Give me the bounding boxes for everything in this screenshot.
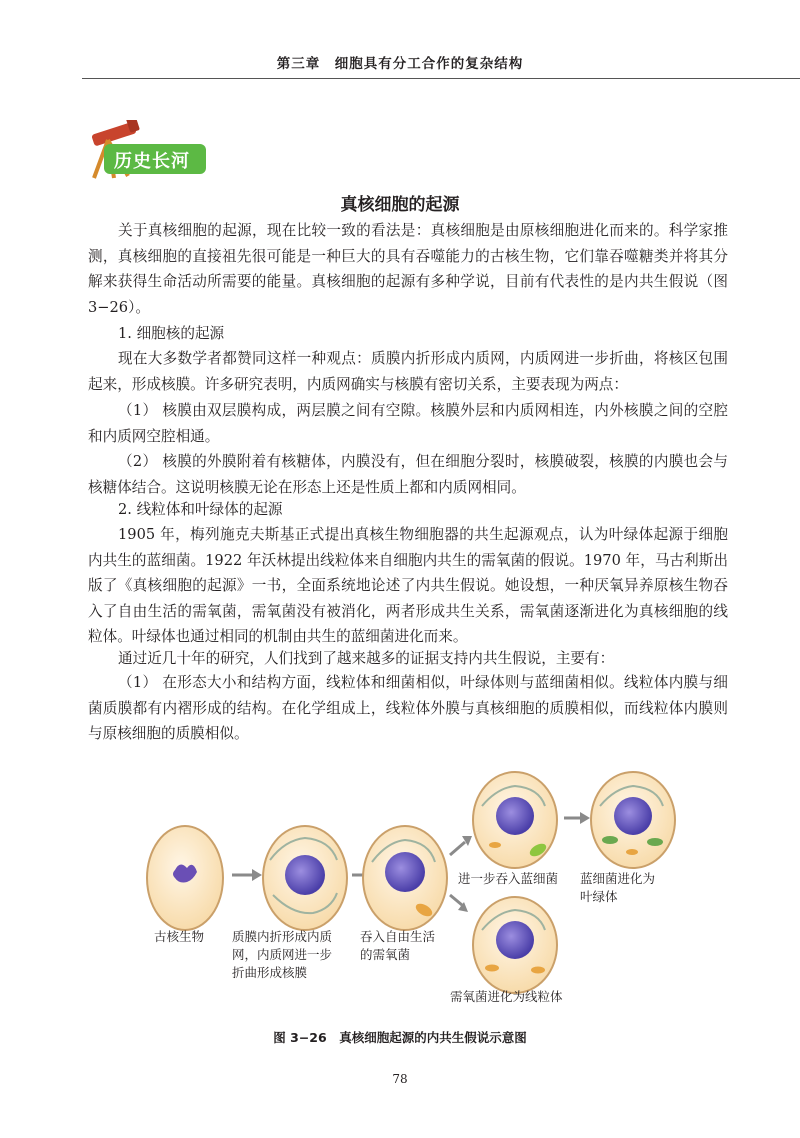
mitochondria-cell: [473, 897, 557, 993]
label-engulf-2: 的需氧菌: [360, 947, 411, 962]
article-title: 真核细胞的起源: [340, 195, 460, 215]
paragraph-point-1: （1） 核膜由双层膜构成，两层膜之间有空隙。核膜外层和内质网相连，内外核膜之间的空腔和内质网空腔相通。: [88, 402, 728, 445]
running-header: 第三章 细胞具有分工合作的复杂结构: [276, 56, 524, 72]
paragraph-evidence-1: （1） 在形态大小和结构方面，线粒体和细菌相似，叶绿体则与蓝细菌相似。线粒体内膜与细菌质膜都有内褶形成的结构。在化学组成上，线粒体外膜与真核细胞的质膜相似，而线粒体内膜则与原核细胞的质膜相似。: [88, 674, 728, 743]
archaea-cell: [147, 826, 223, 930]
paragraph-nucleus: 现在大多数学者都赞同这样一种观点：质膜内折形成内质网，内质网进一步折曲，将核区包围起来，形成核膜。许多研究表明，内质网确实与核膜有密切关系，主要表现为两点：: [88, 350, 728, 393]
endosymbiosis-figure: [140, 770, 700, 1020]
history-badge: [84, 120, 224, 180]
label-cyano-engulf: 进一步吞入蓝细菌: [458, 871, 559, 886]
header-rule: [82, 78, 800, 79]
chloroplast-cell: [591, 772, 675, 868]
label-membrane-1: 质膜内折形成内质: [232, 929, 333, 944]
label-cyano-evolve-1: 蓝细菌进化为: [580, 871, 656, 886]
subheading-organelles: 2. 线粒体和叶绿体的起源: [118, 501, 283, 518]
paragraph-evidence: 通过近几十年的研究，人们找到了越来越多的证据支持内共生假说，主要有：: [118, 650, 615, 667]
label-archaea: 古核生物: [154, 929, 205, 944]
paragraph-point-2: （2） 核膜的外膜附着有核糖体，内膜没有，但在细胞分裂时，核膜破裂，核膜的内膜也会与核糖体结合。这说明核膜无论在形态上还是性质上都和内质网相同。: [88, 453, 728, 496]
label-cyano-evolve-2: 叶绿体: [580, 889, 618, 904]
label-membrane-2: 网，内质网进一步: [232, 947, 333, 962]
engulf-cyano-cell: [473, 772, 557, 868]
infolding-cell: [263, 826, 347, 930]
paragraph-history: 1905 年，梅列施克夫斯基正式提出真核生物细胞器的共生起源观点，认为叶绿体起源于细胞内共生的蓝细菌。1922 年沃林提出线粒体来自细胞内共生的需氧菌的假说。1970 年，马古利斯出版了《真核细胞的起源》一书，全面系统地论述了内共生假说。她设想，一种厌氧异养原核生物吞入了自由生活的需氧菌，需氧菌没有被消化，两者形成共生关系，需氧菌逐渐进化为真核细胞的线粒体。叶绿体也通过相同的机制由共生的蓝细菌进化而来。: [88, 526, 728, 646]
page-number: 78: [392, 1072, 408, 1086]
paragraph-intro: 关于真核细胞的起源，现在比较一致的看法是：真核细胞是由原核细胞进化而来的。科学家推测，真核细胞的直接祖先很可能是一种巨大的具有吞噬能力的古核生物，它们靠吞噬糖类并将其分解来获得生命活动所需要的能量。真核细胞的起源有多种学说，目前有代表性的是内共生假说（图 3−26）。: [88, 222, 728, 316]
badge-label: 历史长河: [114, 151, 190, 172]
label-mito-evolve: 需氧菌进化为线粒体: [450, 989, 563, 1004]
figure-caption: 图 3−26 真核细胞起源的内共生假说示意图: [273, 1030, 527, 1045]
subheading-nucleus: 1. 细胞核的起源: [118, 325, 225, 342]
engulf-aerobe-cell: [363, 826, 447, 930]
label-membrane-3: 折曲形成核膜: [232, 965, 308, 980]
label-engulf-1: 吞入自由生活: [360, 929, 436, 944]
